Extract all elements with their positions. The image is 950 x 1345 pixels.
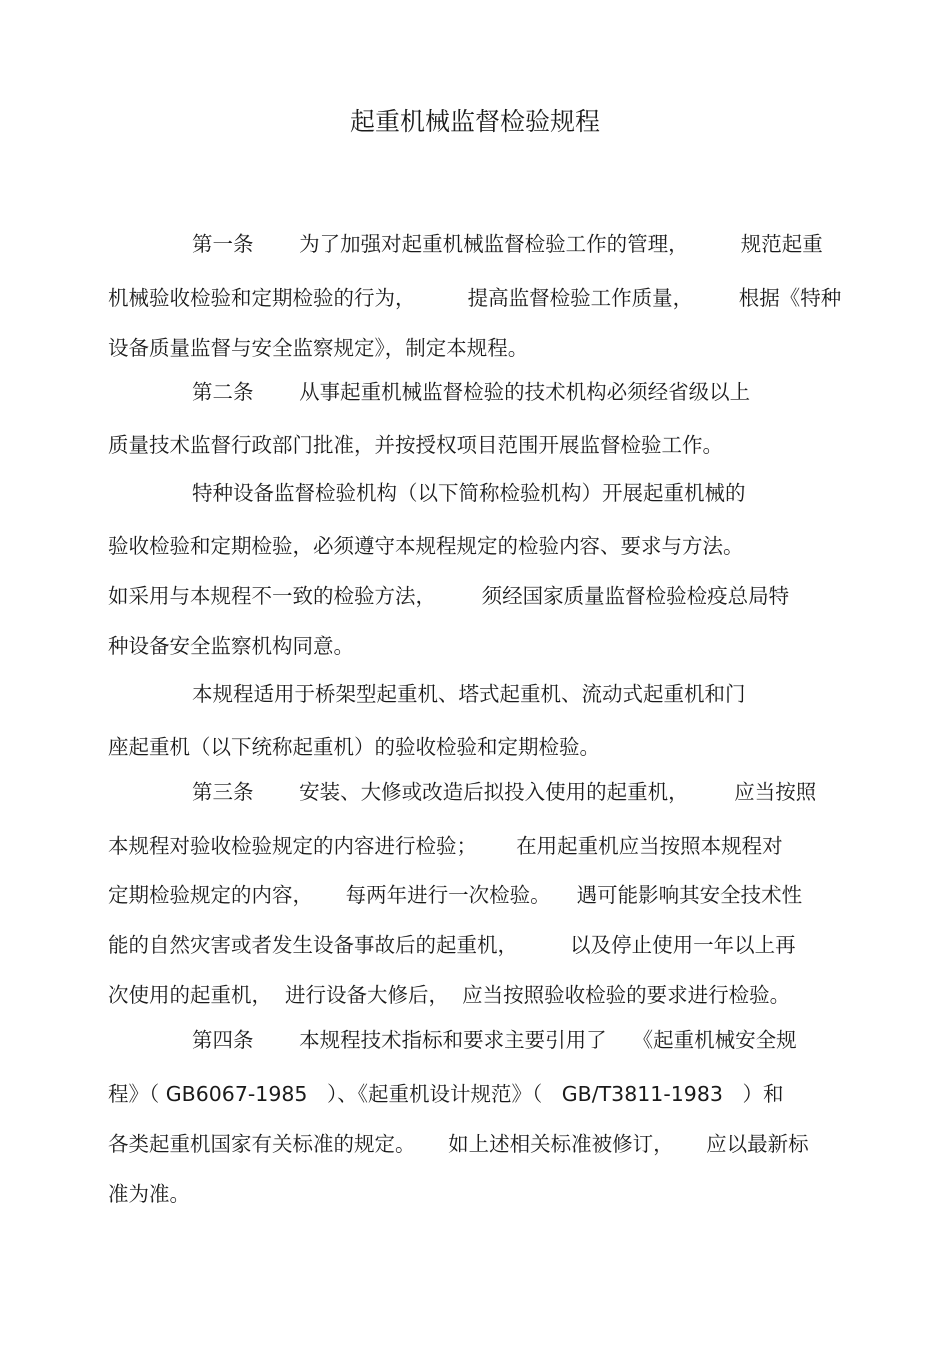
paragraph-line: 设备质量监督与安全监察规定》，制定本规程。 [108, 336, 529, 360]
paragraph-line: 第三条 安装、大修或改造后拟投入使用的起重机， 应当按照 [192, 780, 817, 804]
paragraph-line: 质量技术监督行政部门批准，并按授权项目范围开展监督检验工作。 [108, 433, 723, 457]
paragraph-line: 种设备安全监察机构同意。 [108, 634, 354, 658]
paragraph-line: 第四条 本规程技术指标和要求主要引用了 《起重机械安全规 [192, 1028, 797, 1052]
paragraph-line: 特种设备监督检验机构（以下简称检验机构）开展起重机械的 [192, 481, 746, 505]
paragraph-line: 本规程适用于桥架型起重机、塔式起重机、流动式起重机和门 [192, 682, 746, 706]
paragraph-line: 定期检验规定的内容， 每两年进行一次检验。 遇可能影响其安全技术性 [108, 883, 803, 907]
page-title: 起重机械监督检验规程 [349, 107, 600, 136]
paragraph-line: 第一条 为了加强对起重机械监督检验工作的管理， 规范起重 [192, 232, 823, 256]
paragraph-line: 准为准。 [108, 1182, 190, 1206]
paragraph-line: 座起重机（以下统称起重机）的验收检验和定期检验。 [108, 735, 600, 759]
paragraph-line: 如采用与本规程不一致的检验方法， 须经国家质量监督检验检疫总局特 [108, 584, 790, 608]
paragraph-line: 机械验收检验和定期检验的行为， 提高监督检验工作质量， 根据《特种 [108, 286, 842, 310]
paragraph-line: 各类起重机国家有关标准的规定。 如上述相关标准被修订， 应以最新标 [108, 1132, 809, 1156]
paragraph-line: 本规程对验收检验规定的内容进行检验； 在用起重机应当按照本规程对 [108, 834, 783, 858]
paragraph-line: 验收检验和定期检验，必须遵守本规程规定的检验内容、要求与方法。 [108, 534, 744, 558]
paragraph-line: 能的自然灾害或者发生设备事故后的起重机， 以及停止使用一年以上再 [108, 933, 796, 957]
paragraph-line: 次使用的起重机， 进行设备大修后， 应当按照验收检验的要求进行检验。 [108, 983, 791, 1007]
paragraph-line: 第二条 从事起重机械监督检验的技术机构必须经省级以上 [192, 380, 751, 404]
paragraph-line: 程》（ GB6067-1985 ）、《起重机设计规范》（ GB/T3811-1983 ）和 [108, 1082, 784, 1106]
